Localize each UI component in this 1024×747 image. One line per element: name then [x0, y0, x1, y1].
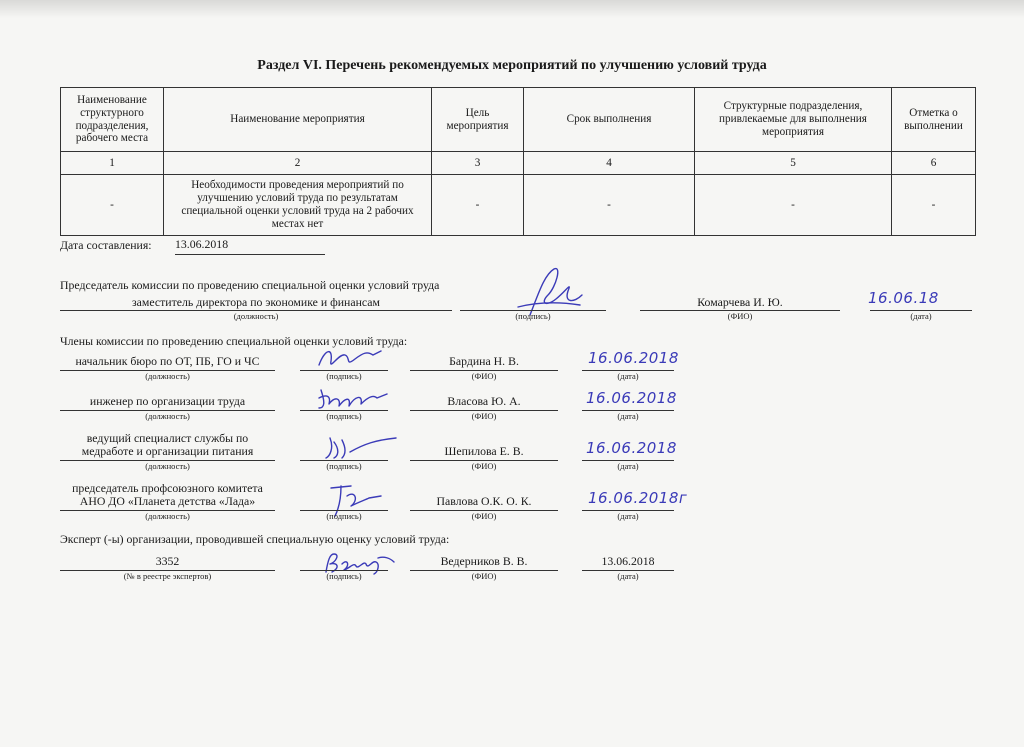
caption-position: (должность) — [233, 311, 279, 321]
table-number-row — [61, 152, 976, 175]
member-position: инженер по организации труда — [89, 394, 246, 408]
table-cell: - — [695, 175, 892, 236]
member-position: ведущий специалист службы по медработе и организации питания — [81, 431, 254, 459]
table-cell: Необходимости проведения мероприятий по улучшению условий труда по результатам специальной оценки условий труда на 2 рабочих местах нет — [164, 175, 432, 236]
date-value: 13.06.2018 — [175, 237, 229, 251]
member-fio: Шепилова Е. В. — [444, 444, 524, 458]
chairman-date: 16.06.18 — [868, 289, 939, 307]
caption-fio: (ФИО) — [727, 311, 753, 321]
number-cell: 2 — [164, 152, 432, 175]
table-cell: - — [524, 175, 695, 236]
scan-edge — [0, 0, 1024, 18]
member-fio: Власова Ю. А. — [447, 394, 521, 408]
caption-registry: (№ в реестре экспертов) — [123, 571, 212, 581]
header-cell: Наименование мероприятия — [164, 88, 432, 152]
expert-date: 13.06.2018 — [601, 554, 655, 568]
number-cell: 1 — [61, 152, 164, 175]
member-date: 16.06.2018г — [588, 489, 688, 507]
number-cell: 5 — [695, 152, 892, 175]
member-fio: Бардина Н. В. — [449, 354, 519, 368]
member-signature — [315, 343, 385, 373]
table-cell: - — [432, 175, 524, 236]
member-date: 16.06.2018 — [586, 439, 677, 457]
number-cell: 3 — [432, 152, 524, 175]
caption-date: (дата) — [910, 311, 932, 321]
expert-label: Эксперт (-ы) организации, проводившей специальную оценку условий труда: — [60, 532, 450, 546]
member-fio: Павлова О.К. О. К. — [436, 494, 532, 508]
table-cell: - — [61, 175, 164, 236]
measures-table — [60, 87, 976, 236]
expert-fio: Ведерников В. В. — [440, 554, 528, 568]
table-row — [61, 175, 976, 236]
expert-registry-number: 3352 — [155, 554, 180, 568]
members-label: Члены комиссии по проведению специальной оценки условий труда: — [60, 334, 408, 348]
number-cell: 4 — [524, 152, 695, 175]
table-header-row — [61, 88, 976, 152]
date-underline — [175, 254, 325, 255]
table-cell: - — [892, 175, 976, 236]
header-cell: Структурные подразделения, привлекаемые для выполнения мероприятия — [695, 88, 892, 152]
header-cell: Отметка о выполнении — [892, 88, 976, 152]
member-date: 16.06.2018 — [588, 349, 679, 367]
member-position: начальник бюро по ОТ, ПБ, ГО и ЧС — [75, 354, 260, 368]
member-position: председатель профсоюзного комитета АНО ДО «Планета детства «Лада» — [72, 481, 263, 509]
caption-signature: (подпись) — [515, 311, 551, 321]
document-sheet: Раздел VI. Перечень рекомендуемых мероприятий по улучшению условий труда Наименование структурного подразделения, рабочего места Наименование мероприятия Цель мероприятия Срок выполнения Структурные подразделения, привлекаемые для выполнения мероприятия Отметка о выполнении 1 2 3 4 5 6 - Необходимости проведения мероприятий по улучшению условий труда по результатам специальной оценки условий труда на 2 рабочих местах нет - - - - Дата составления: 13.06.2018 Председатель комиссии по проведению специальной оценки условий труда заместитель директора по экономике и финансам (должность) (подпись) Комарчева И. Ю. (ФИО) 16.06.18 (дата) Члены комиссии по проведению специальной оценки условий труда: начальник бюро по ОТ, ПБ, ГО и ЧС (должность) (подпись) Бардина Н. В. (ФИО) 16.06.2018 (дата) инженер по организации труда (должность) (подпись) Власова Ю. А. (ФИО) 16.06.2018 (дата) ведущий специалист службы по медработе и организации питания (должность) (подпись) Шепилова Е. В. (ФИО) 16.06.2018 (дата) председатель профсоюзного комитета АНО ДО «Планета детства «Лада» (должность) (подпись) Павлова О.К. О. К. (ФИО) 16.06.2018г (дата) Эксперт (-ы) организации, проводившей специальную оценку условий труда: 3352 (№ в реестре экспертов) (подпись) Ведерников В. В. (ФИО) 13.06.2018 (дата) — [0, 0, 1024, 747]
section-title: Раздел VI. Перечень рекомендуемых мероприятий по улучшению условий труда — [257, 58, 767, 73]
chairman-position: заместитель директора по экономике и финансам — [131, 295, 381, 309]
chairman-fio: Комарчева И. Ю. — [697, 295, 783, 309]
date-label: Дата составления: — [60, 238, 152, 252]
number-cell: 6 — [892, 152, 976, 175]
member-signature — [320, 432, 400, 462]
header-cell: Срок выполнения — [524, 88, 695, 152]
header-cell: Цель мероприятия — [432, 88, 524, 152]
header-cell: Наименование структурного подразделения, рабочего места — [61, 88, 164, 152]
chairman-label: Председатель комиссии по проведению специальной оценки условий труда — [60, 278, 440, 292]
member-date: 16.06.2018 — [586, 389, 677, 407]
